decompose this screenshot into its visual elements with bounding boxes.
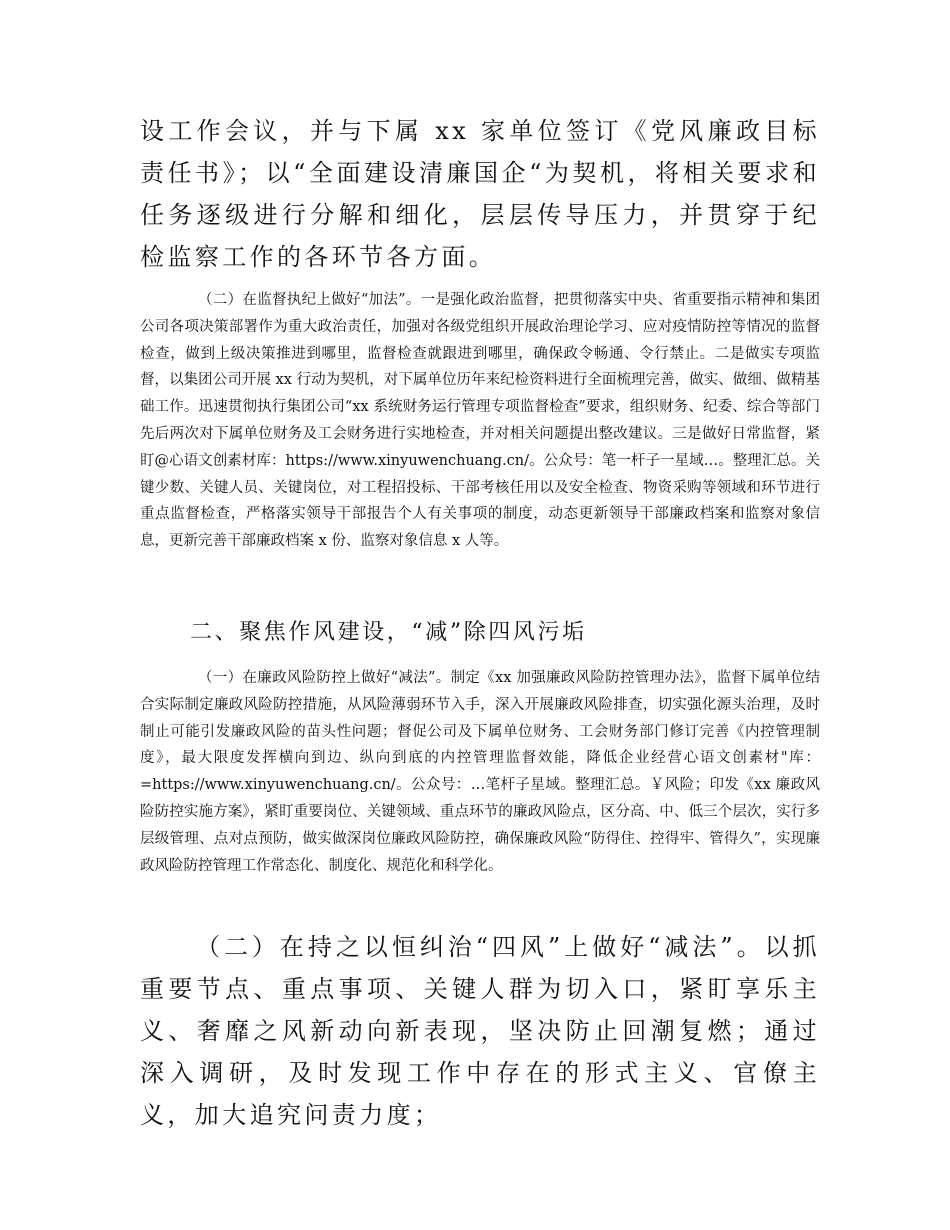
paragraph-intro-continuation: 设工作会议，并与下属 xx 家单位签订《党风廉政目标责任书》；以“全面建设清廉国企“为契机，将相关要求和任务逐级进行分解和细化，层层传导压力，并贯穿于纪检监察工作的各环节各方面。 <box>140 117 820 271</box>
paragraph-risk-control-subtraction: （一）在廉政风险防控上做好“减法”。制定《xx 加强廉政风险防控管理办法》，监督下属单位结合实际制定廉政风险防控措施，从风险薄弱环节入手，深入开展廉政风险排查，切实强化源头治理，及时制止可能引发廉政风险的苗头性问题；督促公司及下属单位财务、工会财务部门修订完善《内控管理制度》，最大限度发挥横向到边、纵向到底的内控管理监督效能，降低企业经营心语文创素材"库：=https://www.xinyuwenchuang.cn/。公众号：…笔杆子星域。整理汇总。￥风险；印发《xx 廉政风险防控实施方案》，紧盯重要岗位、关键领域、重点环节的廉政风险点，区分高、中、低三个层次，实行多层级管理、点对点预防，做实做深岗位廉政风险防控，确保廉政风险“防得住、控得牢、管得久”，实现廉政风险防控管理工作常态化、制度化、规范化和科学化。 <box>140 670 820 874</box>
paragraph-four-winds-subtraction: （二）在持之以恒纠治“四风”上做好“减法”。以抓重要节点、重点事项、关键人群为切入口，紧盯享乐主义、奢靡之风新动向新表现，坚决防止回潮复燃；通过深入调研，及时发现工作中存在的形式主义、官僚主义，加大追究问责力度； <box>140 933 820 1129</box>
section-heading-2: 二、聚焦作风建设，“减”除四风污垢 <box>190 620 587 645</box>
paragraph-supervision-addition: （二）在监督执纪上做好“加法”。一是强化政治监督，把贯彻落实中央、省重要指示精神和集团公司各项决策部署作为重大政治责任，加强对各级党组织开展政治理论学习、应对疫情防控等情况的监督检查，做到上级决策推进到哪里，监督检查就跟进到哪里，确保政令畅通、令行禁止。二是做实专项监督，以集团公司开展 xx 行动为契机，对下属单位历年来纪检资料进行全面梳理完善，做实、做细、做精基础工作。迅速贯彻执行集团公司“xx 系统财务运行管理专项监督检查”要求，组织财务、纪委、综合等部门先后两次对下属单位财务及工会财务进行实地检查，并对相关问题提出整改建议。三是做好日常监督，紧盯@心语文创素材库：https://www.xinyuwenchuang.cn/。公众号：笔一杆子一星域…。整理汇总。关键少数、关键人员、关键岗位，对工程招投标、干部考核任用以及安全检查、物资采购等领域和环节进行重点监督检查，严格落实领导干部报告个人有关事项的制度，动态更新领导干部廉政档案和监察对象信息，更新完善干部廉政档案 x 份、监察对象信息 x 人等。 <box>140 292 820 550</box>
